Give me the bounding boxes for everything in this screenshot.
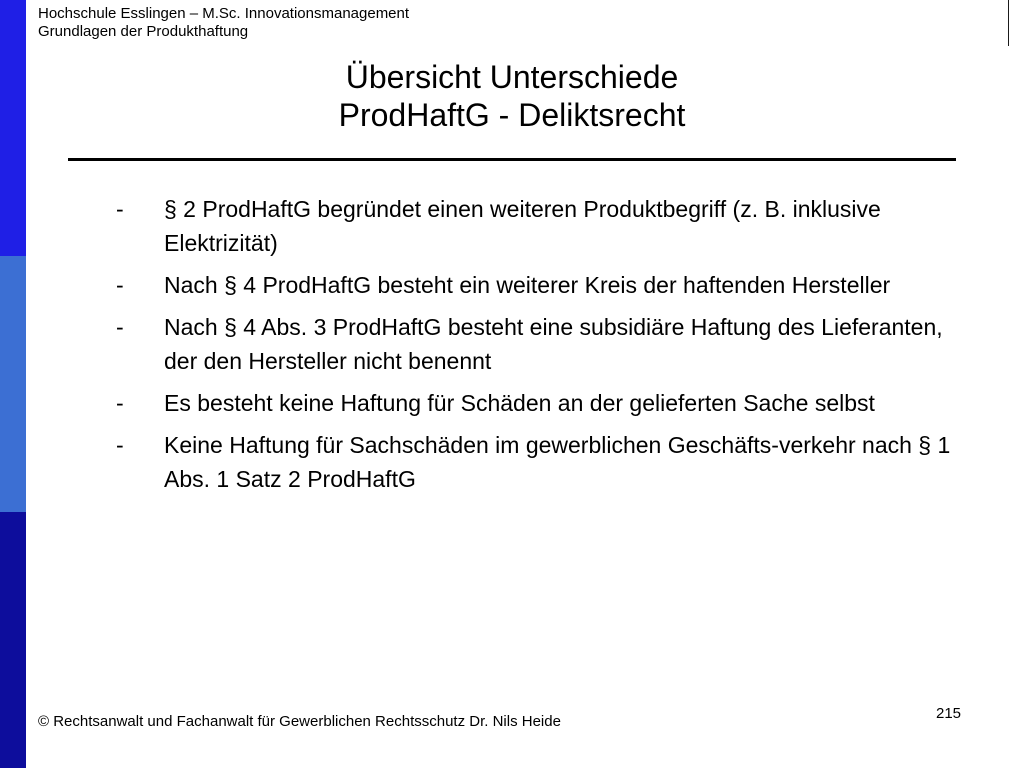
bullet-text: Nach § 4 ProdHaftG besteht ein weiterer Kreis der haftenden Hersteller	[164, 272, 891, 298]
bullet-marker: -	[116, 272, 124, 298]
header-institution: Hochschule Esslingen – M.Sc. Innovationsmanagement	[38, 5, 410, 22]
bullet-text: Es besteht keine Haftung für Schäden an der gelieferten Sache selbst	[164, 390, 875, 416]
bullet-marker: -	[116, 196, 124, 222]
slide-title-line-1: Übersicht Unterschiede	[345, 59, 679, 95]
header-course: Grundlagen der Produkthaftung	[38, 23, 249, 40]
page-number: 215	[936, 705, 962, 722]
bullet-item	[116, 428, 966, 496]
left-accent-stripe-bottom	[0, 512, 26, 768]
bullet-item	[116, 386, 966, 420]
bullet-item	[116, 268, 966, 302]
bullet-item	[116, 192, 966, 260]
bullet-marker: -	[116, 432, 124, 458]
slide-title	[0, 58, 1024, 134]
left-accent-stripe-middle	[0, 256, 26, 512]
footer-copyright: © Rechtsanwalt und Fachanwalt für Gewerblichen Rechtsschutz Dr. Nils Heide	[38, 713, 561, 730]
bullet-list	[116, 192, 966, 504]
title-underline	[68, 158, 956, 161]
bullet-marker: -	[116, 390, 124, 416]
bullet-text: Nach § 4 Abs. 3 ProdHaftG besteht eine subsidiäre Haftung des Lieferanten, der den Hersteller nicht benennt	[164, 314, 943, 374]
slide-header	[38, 5, 409, 41]
header-right-rule	[1008, 0, 1009, 46]
bullet-item	[116, 310, 966, 378]
bullet-marker: -	[116, 314, 124, 340]
bullet-text: Keine Haftung für Sachschäden im gewerblichen Geschäfts-verkehr nach § 1 Abs. 1 Satz 2 ProdHaftG	[164, 432, 951, 492]
slide-title-line-2: ProdHaftG - Deliktsrecht	[338, 97, 686, 133]
bullet-text: § 2 ProdHaftG begründet einen weiteren Produktbegriff (z. B. inklusive Elektrizität)	[164, 196, 881, 256]
